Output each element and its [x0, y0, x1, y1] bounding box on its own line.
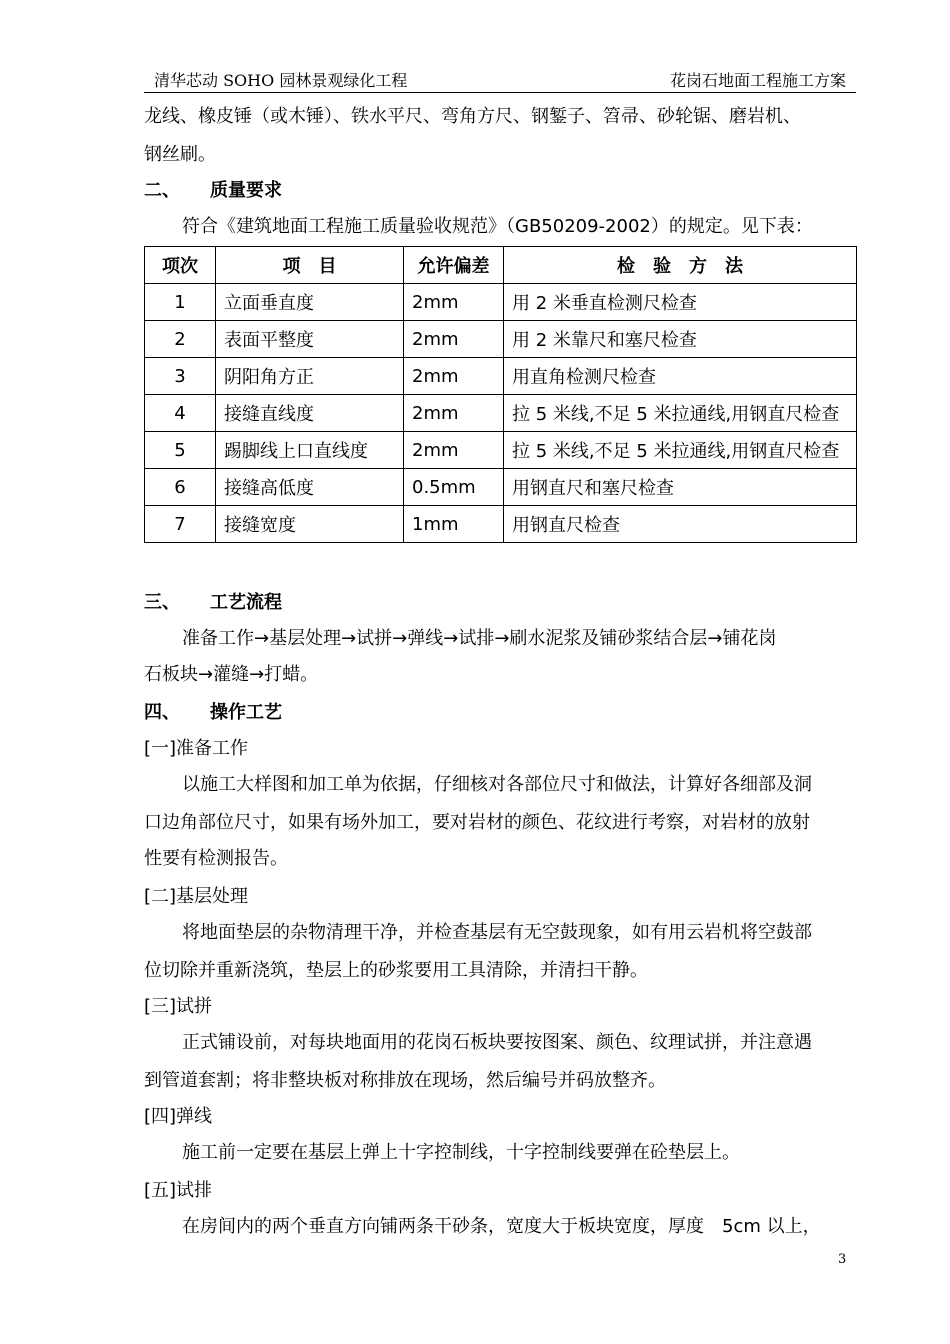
table-cell: 用 2 米靠尺和塞尺检查: [504, 321, 857, 358]
table-cell: 1: [145, 284, 216, 321]
body-text-line: 将地面垫层的杂物清理干净，并检查基层有无空鼓现象，如有用云岩机将空鼓部: [182, 922, 812, 943]
subsection-title: [二]基层处理: [144, 886, 249, 907]
table-cell: 踢脚线上口直线度: [216, 432, 404, 469]
section-heading: [144, 178, 856, 204]
table-cell: 接缝直线度: [216, 395, 404, 432]
page-header: [144, 66, 856, 93]
table-cell: 6: [145, 469, 216, 506]
body-text-line: 龙线、橡皮锤（或木锤）、铁水平尺、弯角方尺、钢錾子、笤帚、砂轮锯、磨岩机、: [144, 106, 801, 127]
table-row: [145, 358, 857, 395]
body-text-line: 钢丝刷。: [144, 144, 216, 165]
table-cell: 立面垂直度: [216, 284, 404, 321]
subsection-title: [三]试拼: [144, 996, 213, 1017]
section-number: 二、: [144, 180, 180, 201]
section-title: 操作工艺: [210, 702, 282, 723]
table-cell: 4: [145, 395, 216, 432]
body-text-line: 性要有检测报告。: [144, 848, 288, 869]
table-cell: 2mm: [404, 321, 504, 358]
table-row: [145, 284, 857, 321]
subsection-title: [一]准备工作: [144, 738, 249, 759]
table-cell: 2mm: [404, 358, 504, 395]
table-cell: 7: [145, 506, 216, 543]
page-number: 3: [838, 1252, 847, 1267]
table-row: [145, 395, 857, 432]
table-cell: 3: [145, 358, 216, 395]
table-cell: 2mm: [404, 284, 504, 321]
section-heading: [144, 700, 856, 726]
table-cell: 阴阳角方正: [216, 358, 404, 395]
table-cell: 用钢直尺和塞尺检查: [504, 469, 857, 506]
subsection-title: [五]试排: [144, 1180, 213, 1201]
table-cell: 用 2 米垂直检测尺检查: [504, 284, 857, 321]
body-text-line: 以施工大样图和加工单为依据，仔细核对各部位尺寸和做法，计算好各细部及洞: [182, 774, 812, 795]
table-cell: 表面平整度: [216, 321, 404, 358]
body-text-line: 施工前一定要在基层上弹上十字控制线，十字控制线要弹在砼垫层上。: [182, 1142, 740, 1163]
table-cell: 1mm: [404, 506, 504, 543]
header-project-title: 清华芯动 SOHO 园林景观绿化工程: [154, 71, 408, 90]
section-number: 三、: [144, 592, 180, 613]
table-row: [145, 469, 857, 506]
table-cell: 2: [145, 321, 216, 358]
section-title: 工艺流程: [210, 592, 282, 613]
body-text-line: 口边角部位尺寸，如果有场外加工，要对岩材的颜色、花纹进行考察，对岩材的放射: [144, 812, 810, 833]
table-row: [145, 432, 857, 469]
table-cell: 5: [145, 432, 216, 469]
body-text-line: 石板块→灌缝→打蜡。: [144, 664, 319, 685]
header-document-title: 花岗石地面工程施工方案: [669, 71, 846, 90]
section-heading: [144, 590, 856, 616]
body-text-line: 位切除并重新浇筑，垫层上的砂浆要用工具清除，并清扫干静。: [144, 960, 648, 981]
body-text-line: 正式铺设前，对每块地面用的花岗石板块要按图案、颜色、纹理试拼，并注意遇: [182, 1032, 812, 1053]
body-text-line: 到管道套割；将非整块板对称排放在现场，然后编号并码放整齐。: [144, 1070, 666, 1091]
table-row: [145, 506, 857, 543]
quality-tolerance-table: [144, 246, 857, 543]
table-row: [145, 321, 857, 358]
column-header: 允许偏差: [404, 247, 504, 284]
table-cell: 接缝高低度: [216, 469, 404, 506]
column-header: 项 目: [216, 247, 404, 284]
section-title: 质量要求: [210, 180, 282, 201]
table-cell: 2mm: [404, 395, 504, 432]
table-cell: 拉 5 米线,不足 5 米拉通线,用钢直尺检查: [504, 432, 857, 469]
table-cell: 拉 5 米线,不足 5 米拉通线,用钢直尺检查: [504, 395, 857, 432]
table-cell: 0.5mm: [404, 469, 504, 506]
body-text-line: 在房间内的两个垂直方向铺两条干砂条，宽度大于板块宽度，厚度 5cm 以上，: [182, 1216, 821, 1237]
table-header-row: [145, 247, 857, 284]
table-cell: 接缝宽度: [216, 506, 404, 543]
subsection-title: [四]弹线: [144, 1106, 213, 1127]
column-header: 项次: [145, 247, 216, 284]
body-text-line: 准备工作→基层处理→试拼→弹线→试排→刷水泥浆及铺砂浆结合层→铺花岗: [182, 628, 777, 649]
body-text-line: 符合《建筑地面工程施工质量验收规范》（GB50209-2002）的规定。见下表：: [182, 216, 813, 237]
table-cell: 用钢直尺检查: [504, 506, 857, 543]
section-number: 四、: [144, 702, 180, 723]
table-cell: 2mm: [404, 432, 504, 469]
column-header: 检 验 方 法: [504, 247, 857, 284]
table-cell: 用直角检测尺检查: [504, 358, 857, 395]
